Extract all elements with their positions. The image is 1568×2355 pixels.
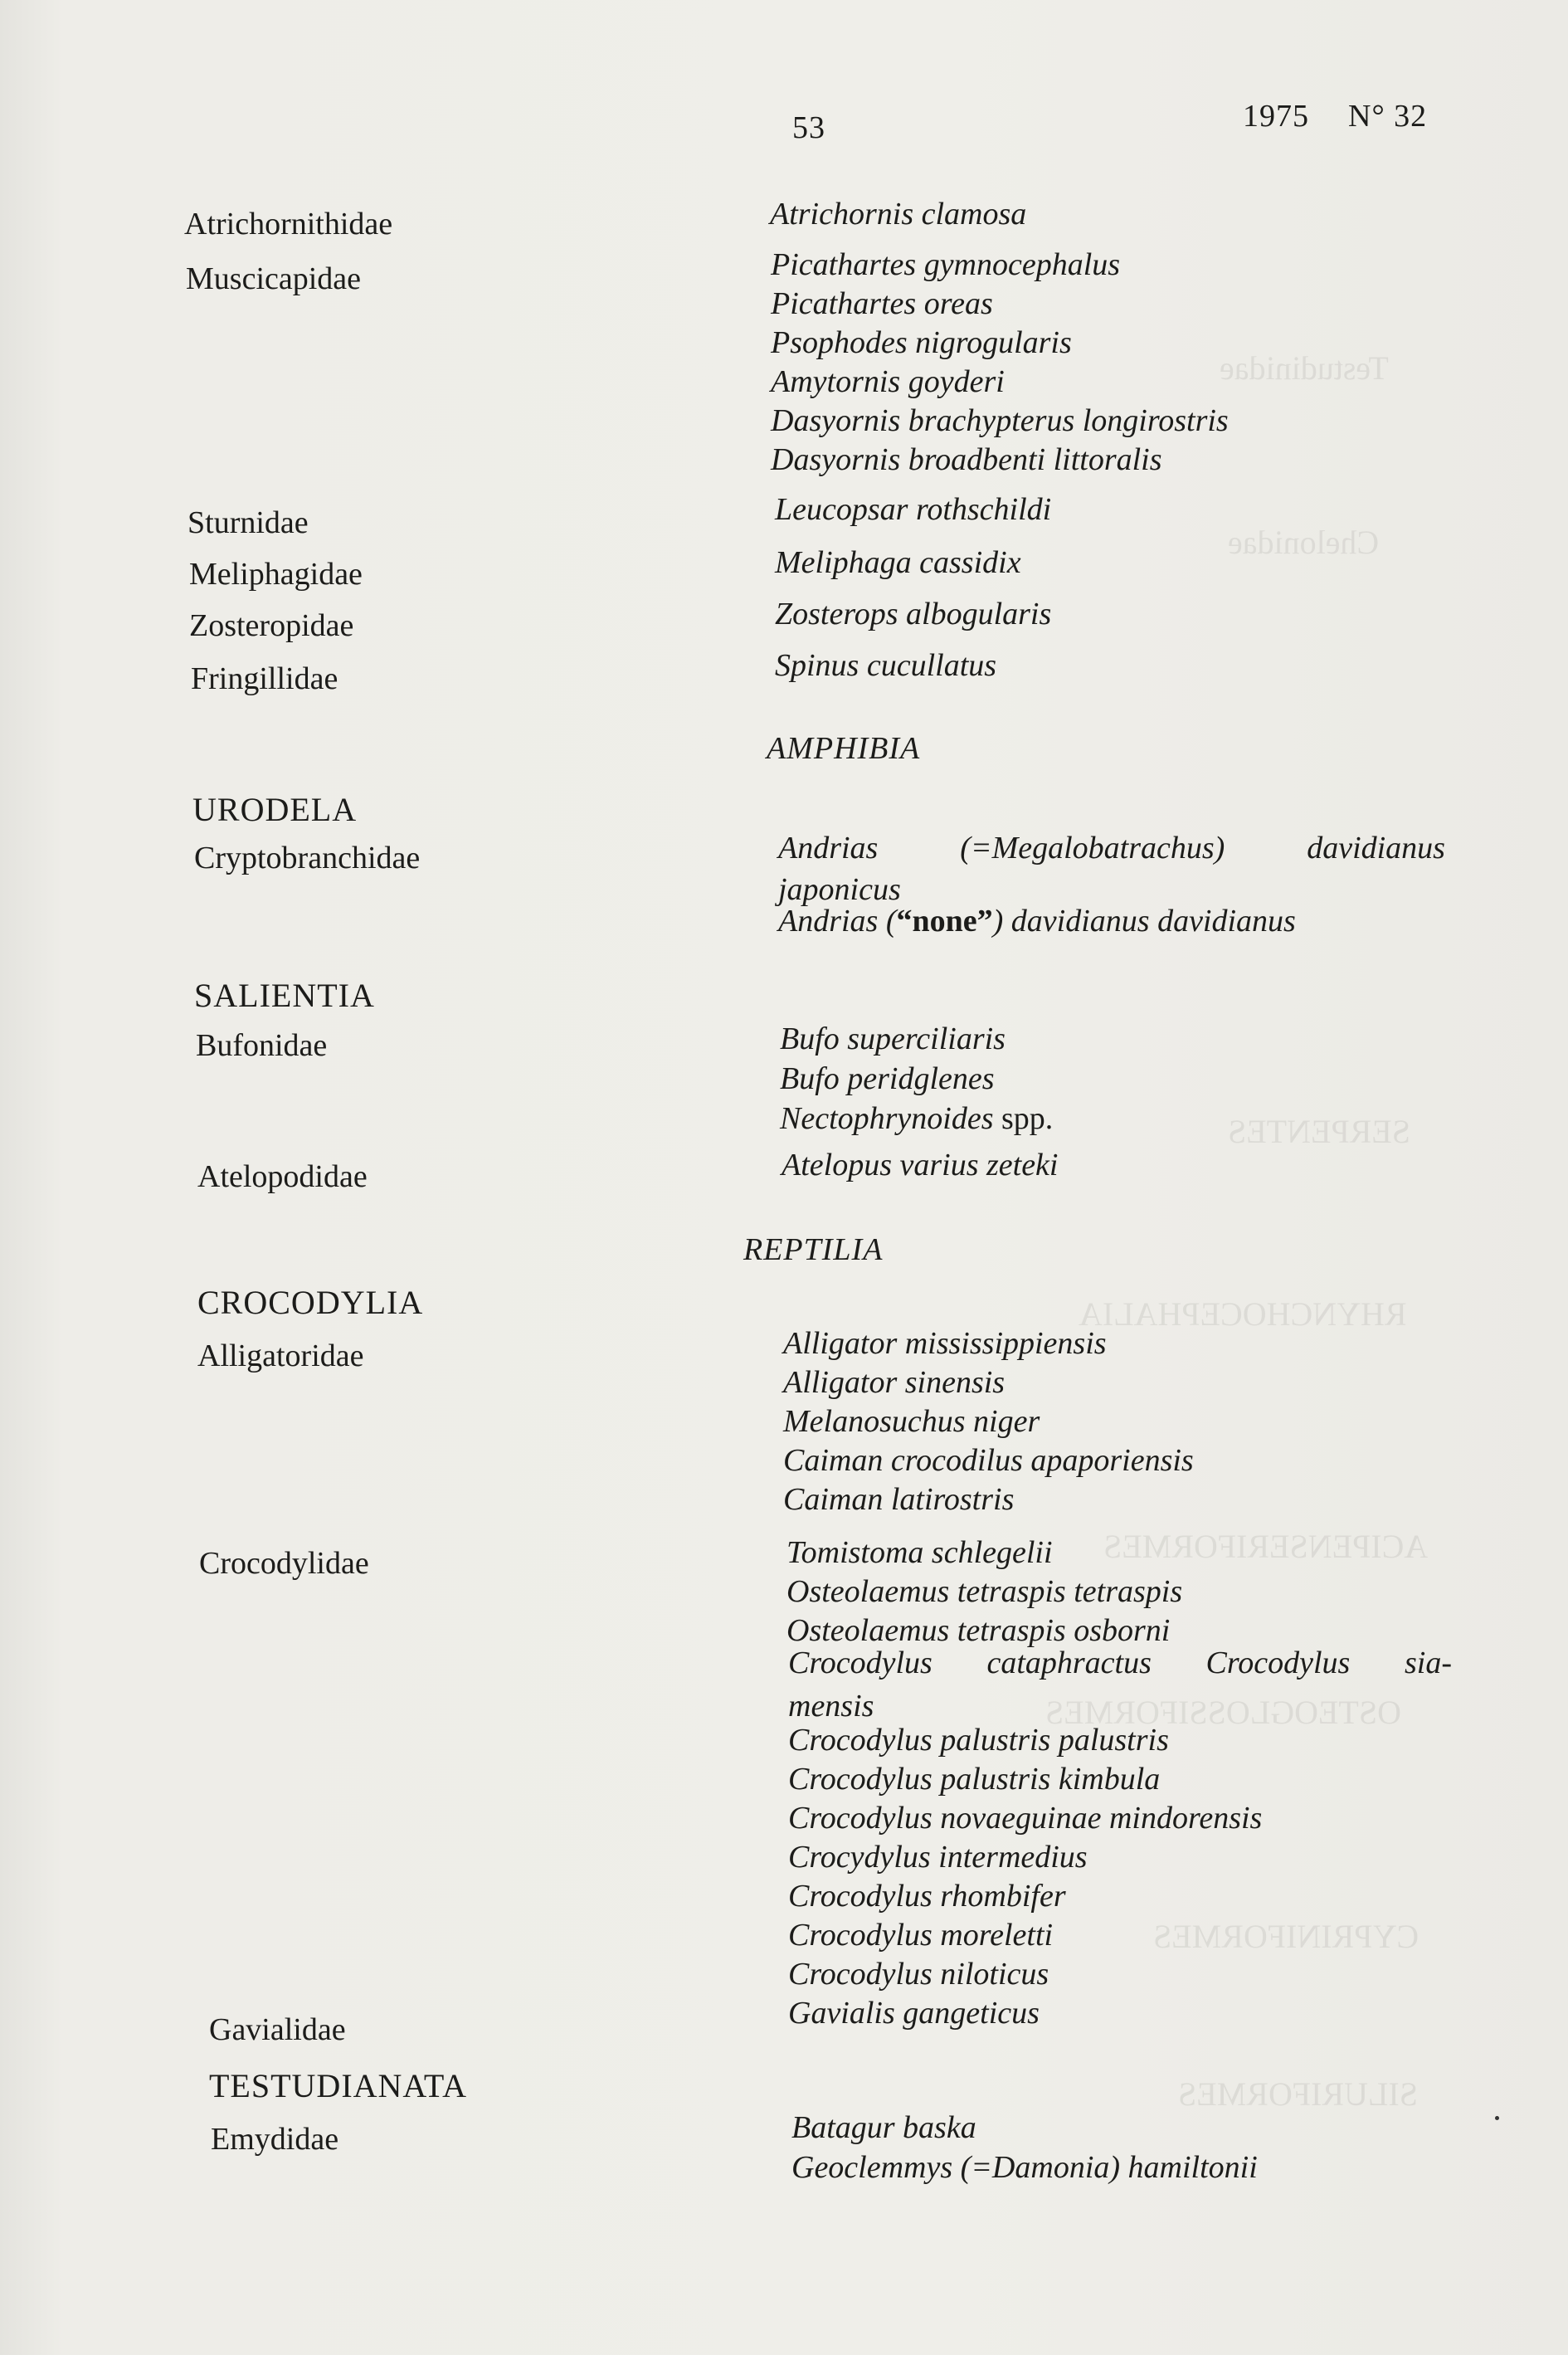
- species-crocodylus-cataphractus-line1: [788, 1645, 1452, 1681]
- species-word: cataphractus: [986, 1646, 1152, 1680]
- family-atelopodidae: Atelopodidae: [197, 1159, 368, 1194]
- class-amphibia: AMPHIBIA: [767, 731, 921, 766]
- species-item: Amytornis goyderi: [771, 364, 1005, 399]
- species-item: Melanosuchus niger: [783, 1404, 1040, 1439]
- species-item: Gavialis gangeticus: [788, 1996, 1040, 2031]
- species-atrichornis-clamosa: Atrichornis clamosa: [770, 197, 1027, 232]
- species-item: Picathartes oreas: [771, 286, 993, 321]
- species-andrias-davidianus: [778, 903, 1296, 939]
- species-item: Crocodylus moreletti: [788, 1918, 1054, 1953]
- page-number: 53: [792, 110, 825, 145]
- species-item: Geoclemmys (=Damonia) hamiltonii: [791, 2150, 1258, 2185]
- order-testudianata: TESTUDIANATA: [209, 2067, 467, 2104]
- species-list-emydidae: [791, 2108, 1258, 2187]
- species-list-alligatoridae: [783, 1324, 1194, 1519]
- species-word: Andrias: [778, 831, 879, 865]
- species-item: Psophodes nigrogularis: [771, 325, 1072, 360]
- species-item: Bufo superciliaris: [780, 1021, 1006, 1056]
- species-note-none: “none”: [896, 904, 993, 939]
- order-urodela: URODELA: [192, 791, 358, 828]
- species-list-bufonidae: [780, 1019, 1053, 1138]
- species-item: Crocodylus palustris palustris: [788, 1723, 1169, 1758]
- species-item: Caiman crocodilus apaporiensis: [783, 1443, 1194, 1478]
- speck: [1495, 2116, 1499, 2120]
- family-muscicapidae: Muscicapidae: [186, 261, 362, 296]
- family-zosteropidae: Zosteropidae: [189, 608, 354, 643]
- species-spp: spp.: [1001, 1101, 1054, 1136]
- species-crocodylus-cataphractus-line2: mensis: [788, 1689, 874, 1724]
- family-gavialidae: Gavialidae: [209, 2012, 346, 2047]
- species-leucopsar: Leucopsar rothschildi: [775, 492, 1052, 527]
- species-item: Dasyornis broadbenti littoralis: [771, 442, 1162, 477]
- species-item: Alligator mississippiensis: [783, 1326, 1107, 1361]
- family-meliphagidae: Meliphagidae: [189, 557, 363, 592]
- family-alligatoridae: Alligatoridae: [197, 1338, 364, 1373]
- species-text: Andrias (: [778, 904, 897, 939]
- species-list-crocodylidae-b: [788, 1721, 1262, 2033]
- year: 1975: [1243, 99, 1309, 134]
- species-item: Crocodylus rhombifer: [788, 1879, 1066, 1914]
- species-item: Alligator sinensis: [783, 1365, 1006, 1400]
- species-item: Osteolaemus tetraspis tetraspis: [786, 1574, 1183, 1609]
- species-item: Batagur baska: [791, 2110, 976, 2145]
- species-item: Dasyornis brachypterus longirostris: [771, 403, 1229, 438]
- species-item: Crocodylus palustris kimbula: [788, 1762, 1161, 1797]
- order-salientia: SALIENTIA: [194, 977, 375, 1014]
- species-list-muscicapidae: [771, 246, 1229, 480]
- species-genus: Nectophrynoides: [780, 1101, 994, 1136]
- species-item: Caiman latirostris: [783, 1482, 1015, 1517]
- species-item: Tomistoma schlegelii: [786, 1535, 1053, 1570]
- species-word: sia-: [1404, 1646, 1452, 1680]
- family-sturnidae: Sturnidae: [187, 505, 309, 540]
- species-item: Crocodylus niloticus: [788, 1957, 1049, 1992]
- family-bufonidae: Bufonidae: [196, 1028, 328, 1063]
- species-word: Crocodylus: [1205, 1646, 1351, 1680]
- species-atelopus: Atelopus varius zeteki: [782, 1148, 1059, 1182]
- page: Testudinidae Chelonidae SERPENTES RHYNCHOCEPHALIA ACIPENSERIFORMES OSTEOGLOSSIFORMES CYPRINIFORMES SILURIFORMES 53 1975 N° 32 Atrichornithidae Atrichornis clamosa Muscicapidae Picathartes gymnocephalus Picathartes oreas Psophodes nigrogularis Amytornis goyderi Dasyornis brachypterus longirostris Dasyornis broadbenti littoralis Sturnidae Leucopsar rothschildi Meliphagidae Meliphaga cassidix Zosteropidae Zosterops albogularis Fringillidae Spinus cucullatus AMPHIBIA URODELA Cryptobranchidae Andrias (=Megalobatrachus) davidianus japonicus Andrias (“none”) davidianus davidianus SALIENTIA Bufonidae Bufo superciliaris Bufo peridglenes Nectophrynoides spp. Atelopodidae Atelopus varius zeteki REPTILIA CROCODYLIA Alligatoridae Alligator mississippiensis Alligator sinensis Melanosuchus niger Caiman crocodilus apaporiensis Caiman latirostris Crocodylidae Tomistoma schlegelii Osteolaemus tetraspis tetraspis Osteolaemus tetraspis osborni Crocodylus cataphractus Crocodylus sia- mensis Crocodylus palustris palustris Crocodylus palustris kimbula Crocodylus novaeguinae mindorensis Crocydylus intermedius Crocodylus rhombifer Crocodylus moreletti Crocodylus niloticus Gavialis gangeticus Gavialidae TESTUDIANATA Emydidae Batagur baska Geoclemmys (=Damonia) hamiltonii: [0, 0, 1568, 2355]
- species-spinus: Spinus cucullatus: [775, 648, 997, 683]
- species-andrias-japonicus-line1: [778, 830, 1445, 866]
- species-text: ) davidianus davidianus: [992, 904, 1296, 939]
- family-cryptobranchidae: Cryptobranchidae: [194, 841, 421, 875]
- species-andrias-japonicus-line2: japonicus: [778, 872, 901, 907]
- species-zosterops: Zosterops albogularis: [775, 597, 1052, 631]
- issue-number: N° 32: [1348, 99, 1428, 134]
- family-crocodylidae: Crocodylidae: [199, 1546, 369, 1581]
- species-item: Crocydylus intermedius: [788, 1840, 1088, 1875]
- species-item: Picathartes gymnocephalus: [771, 247, 1121, 282]
- class-reptilia: REPTILIA: [743, 1232, 884, 1267]
- species-list-crocodylidae-a: [786, 1533, 1182, 1650]
- species-item: Crocodylus novaeguinae mindorensis: [788, 1801, 1263, 1836]
- family-fringillidae: Fringillidae: [191, 661, 338, 696]
- order-crocodylia: CROCODYLIA: [197, 1284, 424, 1321]
- family-atrichornithidae: Atrichornithidae: [184, 207, 393, 241]
- species-word: (=Megalobatrachus): [960, 831, 1225, 865]
- family-emydidae: Emydidae: [211, 2122, 339, 2157]
- species-item: [780, 1099, 1053, 1138]
- species-item: Bufo peridglenes: [780, 1061, 995, 1096]
- species-item: Osteolaemus tetraspis osborni: [786, 1613, 1171, 1648]
- species-meliphaga: Meliphaga cassidix: [775, 545, 1021, 580]
- species-word: davidianus: [1307, 831, 1445, 865]
- species-word: Crocodylus: [788, 1646, 933, 1680]
